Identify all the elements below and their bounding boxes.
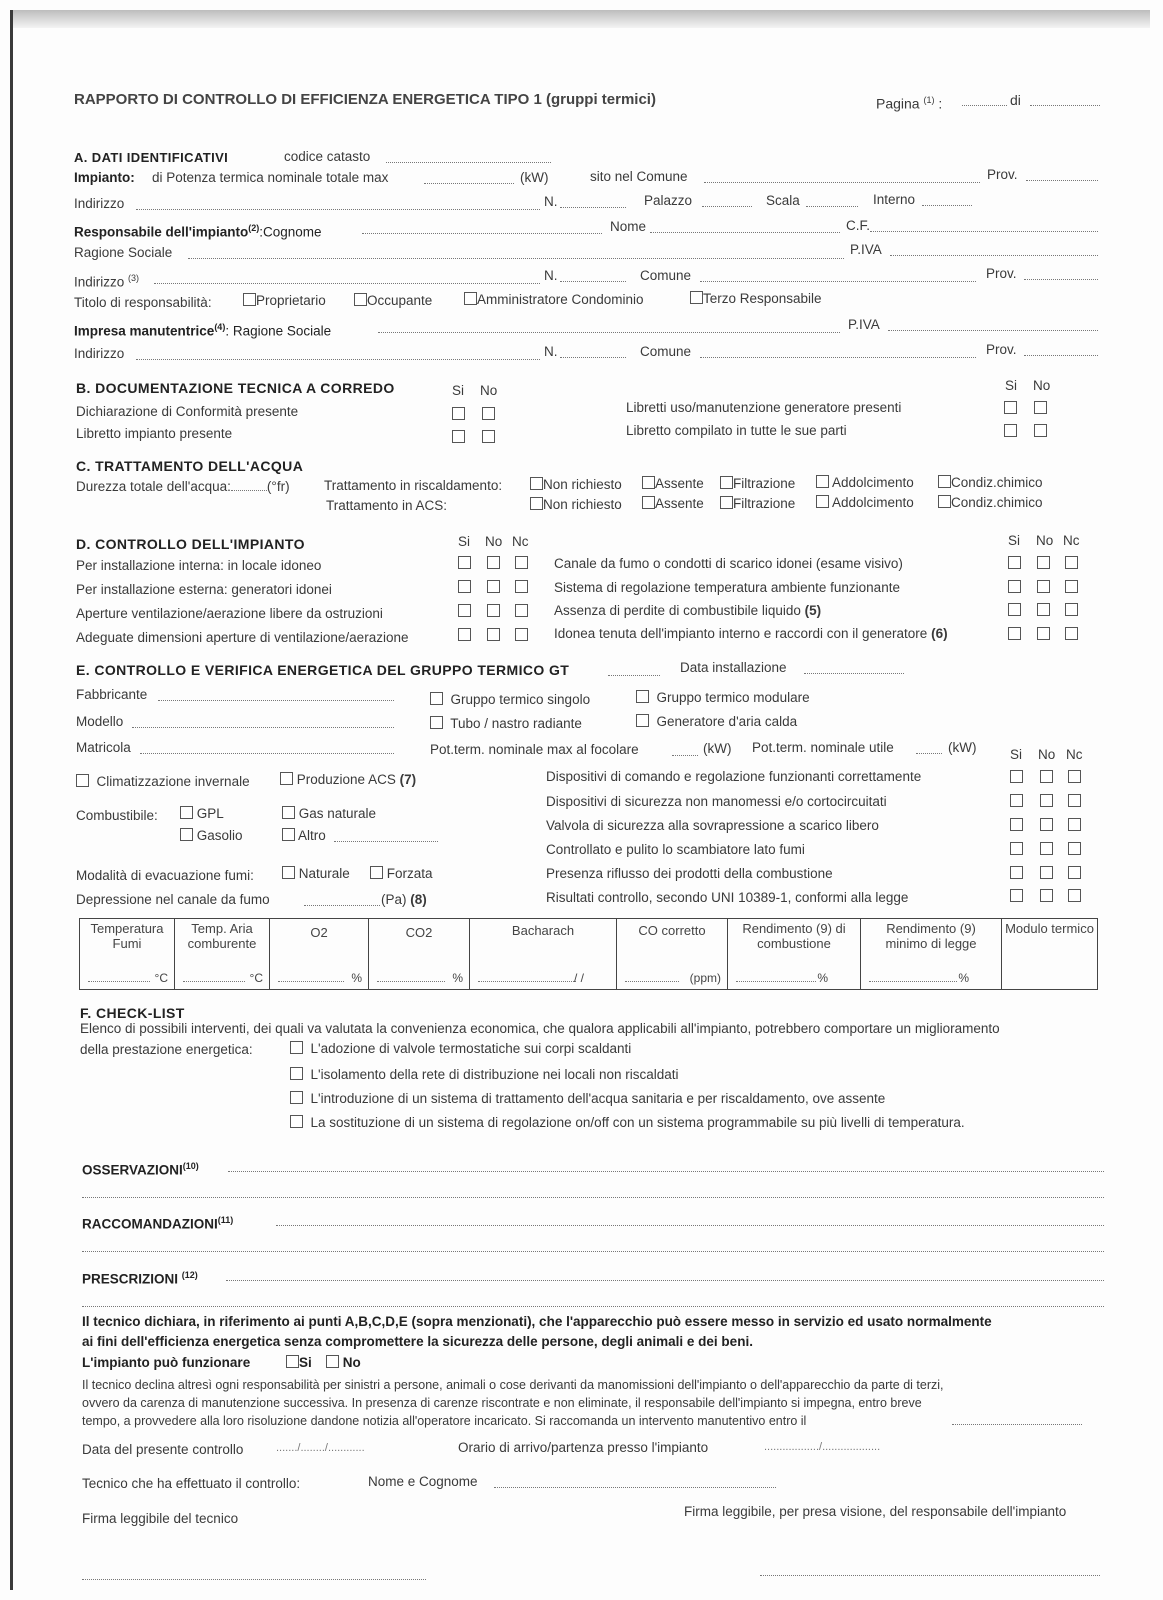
acs-assente[interactable]: Assente — [642, 496, 704, 512]
funziona-no[interactable]: No — [326, 1355, 361, 1371]
firma-responsabile-field[interactable] — [760, 1574, 1100, 1576]
piva-field[interactable] — [890, 254, 1098, 256]
acs-non-richiesto-checkbox[interactable] — [530, 497, 543, 510]
b-libretto-si[interactable] — [452, 430, 465, 443]
potenza-field[interactable] — [424, 182, 514, 184]
d-right-2: Assenza di perdite di combustibile liquido (5) — [554, 603, 822, 618]
risc-filtrazione[interactable]: Filtrazione — [720, 476, 795, 492]
titolo-label: Titolo di responsabilità: — [74, 295, 212, 310]
cf-field[interactable] — [870, 230, 1098, 232]
risc-addolcimento[interactable]: Addolcimento — [816, 475, 914, 491]
forzata-checkbox[interactable] — [370, 866, 383, 879]
b-libretto-no[interactable] — [482, 430, 495, 443]
b-libretto-compilato-si[interactable] — [1004, 424, 1017, 437]
scan-shadow-left — [10, 10, 13, 1590]
matricola-field[interactable] — [140, 752, 394, 754]
proprietario-checkbox[interactable] — [243, 293, 256, 306]
prov-field[interactable] — [1026, 179, 1098, 181]
comune-resp-field[interactable] — [700, 280, 976, 282]
cognome-field[interactable] — [362, 232, 602, 234]
durezza-label: Durezza totale dell'acqua: (°fr) — [76, 479, 290, 494]
b-libretti-uso-si[interactable] — [1004, 401, 1017, 414]
e-nc-header: Nc — [1066, 747, 1083, 762]
palazzo-field[interactable] — [702, 205, 752, 207]
depressione-unit: (Pa) (8) — [381, 892, 427, 907]
e-no-header: No — [1038, 747, 1056, 762]
pot-focolare-label: Pot.term. nominale max al focolare — [430, 742, 639, 757]
prov-label: Prov. — [987, 167, 1018, 182]
e-check-1-no[interactable] — [1040, 794, 1053, 807]
e-check-1: Dispositivi di sicurezza non manomessi e/o cortocircuitati — [546, 794, 887, 809]
d-right-3-si[interactable] — [1008, 627, 1021, 640]
e-check-0-no[interactable] — [1040, 770, 1053, 783]
indirizzo-resp-field[interactable] — [154, 282, 540, 284]
durezza-field[interactable] — [231, 490, 267, 491]
e-check-5: Risultati controllo, secondo UNI 10389-1, conformi alla legge — [546, 890, 909, 905]
b-si-header-right: Si — [1005, 378, 1018, 393]
combustibile-label: Combustibile: — [76, 808, 158, 823]
d-left-1-no[interactable] — [487, 580, 500, 593]
depressione-field[interactable] — [304, 904, 380, 906]
d-right-1-si[interactable] — [1008, 580, 1021, 593]
nome-cognome-label: Nome e Cognome — [368, 1474, 478, 1489]
b-libretti-uso-no[interactable] — [1034, 401, 1047, 414]
orario-field[interactable]: ................../................... — [764, 1441, 881, 1453]
fuel-gasolio[interactable]: Gasolio — [180, 828, 243, 844]
b-si-header: Si — [452, 383, 465, 398]
risc-condiz-checkbox[interactable] — [938, 475, 951, 488]
d-nc-header: Nc — [512, 534, 529, 549]
indirizzo-resp-label: Indirizzo $^{(3)}$ — [74, 273, 140, 290]
impresa-prov-label: Prov. — [986, 342, 1017, 357]
modello-field[interactable] — [132, 726, 394, 728]
ragione-sociale-label: Ragione Sociale — [74, 245, 173, 260]
d-right-1-no[interactable] — [1037, 580, 1050, 593]
d-right-1: Sistema di regolazione temperatura ambiente funzionante — [554, 580, 900, 595]
d-right-3-no[interactable] — [1037, 627, 1050, 640]
prov-resp-label: Prov. — [986, 266, 1017, 281]
page-of-label: di — [1010, 92, 1021, 108]
gpl-checkbox[interactable] — [180, 806, 193, 819]
pot-focolare-field[interactable] — [672, 754, 698, 756]
raccomandazioni-label: RACCOMANDAZIONI$^{(11)}$ — [82, 1215, 234, 1232]
b-libretto-label: Libretto impianto presente — [76, 426, 233, 441]
impresa-piva-label: P.IVA — [848, 317, 880, 332]
gruppo-singolo[interactable]: Gruppo termico singolo — [430, 692, 590, 708]
d-nc-header-right: Nc — [1063, 533, 1080, 548]
d-left-0: Per installazione interna: in locale idoneo — [76, 558, 322, 573]
risc-filtrazione-checkbox[interactable] — [720, 476, 733, 489]
evacuazione-forzata[interactable]: Forzata — [370, 866, 433, 882]
fuel-gpl[interactable]: GPL — [180, 806, 224, 822]
checklist-intro-1: Elenco di possibili interventi, dei quali va valutata la convenienza economica, che qualora applicabili all'impianto, potrebbero comportare un miglioramento — [80, 1021, 1000, 1036]
e-check-0-nc[interactable] — [1068, 770, 1081, 783]
impresa-comune-label: Comune — [640, 344, 692, 359]
d-no-header: No — [485, 534, 503, 549]
e-check-2-si[interactable] — [1010, 818, 1023, 831]
fuel-gas-naturale[interactable]: Gas naturale — [282, 806, 376, 822]
cell-modulo-termico[interactable]: Modulo termico — [1002, 919, 1098, 990]
cell-rendimento-combustione[interactable]: Rendimento (9) di combustione % — [728, 919, 861, 990]
firma-responsabile-label: Firma leggibile, per presa visione, del responsabile dell'impianto — [684, 1504, 1067, 1519]
intervento-entro-field[interactable] — [952, 1423, 1082, 1425]
e-check-0: Dispositivi di comando e regolazione funzionanti correttamente — [546, 769, 922, 784]
data-installazione-field[interactable] — [804, 672, 904, 674]
numero-label: N. — [544, 194, 558, 209]
titolo-terzo[interactable]: Terzo Responsabile — [690, 291, 822, 307]
codice-catasto-field[interactable] — [386, 161, 551, 163]
section-f-title: F. CHECK-LIST — [80, 1005, 185, 1021]
firma-tecnico-label: Firma leggibile del tecnico — [82, 1511, 239, 1526]
produzione-acs-checkbox[interactable] — [280, 772, 293, 785]
acs-addolcimento-checkbox[interactable] — [816, 495, 829, 508]
funziona-no-checkbox[interactable] — [326, 1355, 339, 1368]
acs-non-richiesto[interactable]: Non richiesto — [530, 497, 622, 513]
section-e-title: E. CONTROLLO E VERIFICA ENERGETICA DEL GRUPPO TERMICO GT — [76, 662, 570, 678]
modalita-label: Modalità di evacuazione fumi: — [76, 868, 254, 883]
measurement-table — [79, 918, 1098, 990]
risc-addolcimento-checkbox[interactable] — [816, 475, 829, 488]
b-libretto-compilato-no[interactable] — [1034, 424, 1047, 437]
climatizzazione-invernale[interactable]: Climatizzazione invernale — [76, 774, 250, 790]
acs-assente-checkbox[interactable] — [642, 496, 655, 509]
e-check-5-no[interactable] — [1040, 889, 1053, 902]
section-b-title: B. DOCUMENTAZIONE TECNICA A CORREDO — [76, 380, 395, 396]
declaration-line-2: ai fini dell'efficienza energetica senza compromettere la sicurezza delle persone, degli animali e dei beni. — [82, 1334, 753, 1349]
altro-checkbox[interactable] — [282, 828, 295, 841]
scala-label: Scala — [766, 193, 800, 208]
potenza-label: di Potenza termica nominale totale max — [152, 170, 389, 185]
sito-comune-label: sito nel Comune — [590, 169, 688, 184]
e-check-2: Valvola di sicurezza alla sovrapressione a scarico libero — [546, 818, 879, 833]
page-total-field[interactable] — [1030, 104, 1100, 106]
d-left-3: Adeguate dimensioni aperture di ventilazione/aerazione — [76, 630, 409, 645]
checklist-item-1-checkbox[interactable] — [290, 1067, 303, 1080]
potenza-unit: (kW) — [520, 170, 549, 185]
responsabile-label: Responsabile dell'impianto$^{(2)}$:Cognome — [74, 223, 322, 240]
d-left-1-si[interactable] — [458, 580, 471, 593]
fabbricante-field[interactable] — [158, 699, 394, 701]
d-left-0-no[interactable] — [487, 556, 500, 569]
occupante-checkbox[interactable] — [354, 293, 367, 306]
section-c-title: C. TRATTAMENTO DELL'ACQUA — [76, 458, 304, 474]
tubo-radiante-checkbox[interactable] — [430, 716, 443, 729]
generatore-aria[interactable]: Generatore d'aria calda — [636, 714, 797, 730]
e-check-5-nc[interactable] — [1068, 889, 1081, 902]
d-left-2: Aperture ventilazione/aerazione libere da ostruzioni — [76, 606, 383, 621]
data-controllo-label: Data del presente controllo — [82, 1442, 244, 1457]
fuel-altro[interactable]: Altro — [282, 828, 326, 844]
d-right-3: Idonea tenuta dell'impianto interno e raccordi con il generatore (6) — [554, 626, 948, 641]
climatizzazione-checkbox[interactable] — [76, 774, 89, 787]
impresa-numero-label: N. — [544, 344, 558, 359]
impresa-prov-field[interactable] — [1024, 354, 1098, 356]
naturale-checkbox[interactable] — [282, 866, 295, 879]
d-left-0-nc[interactable] — [515, 556, 528, 569]
nome-cognome-field[interactable] — [494, 1486, 776, 1488]
e-check-4-si[interactable] — [1010, 866, 1023, 879]
report-title: RAPPORTO DI CONTROLLO DI EFFICIENZA ENERGETICA TIPO 1 (gruppi termici) — [74, 91, 656, 108]
checklist-intro-2: della prestazione energetica: — [80, 1042, 253, 1057]
produzione-acs[interactable]: Produzione ACS (7) — [280, 772, 416, 788]
impresa-indirizzo-field[interactable] — [136, 358, 540, 360]
palazzo-label: Palazzo — [644, 193, 693, 208]
d-right-2-si[interactable] — [1008, 603, 1021, 616]
generatore-aria-checkbox[interactable] — [636, 714, 649, 727]
cf-label: C.F. — [846, 218, 871, 233]
acs-condiz-checkbox[interactable] — [938, 495, 951, 508]
matricola-label: Matricola — [76, 740, 131, 755]
funziona-si[interactable]: Si — [286, 1355, 312, 1371]
d-left-0-si[interactable] — [458, 556, 471, 569]
b-dichiarazione-no[interactable] — [482, 407, 495, 420]
b-no-header: No — [480, 383, 498, 398]
risc-non-richiesto-checkbox[interactable] — [530, 477, 543, 490]
e-check-3-si[interactable] — [1010, 842, 1023, 855]
titolo-occupante[interactable]: Occupante — [354, 293, 432, 309]
e-check-0-si[interactable] — [1010, 770, 1023, 783]
amministratore-checkbox[interactable] — [464, 292, 477, 305]
gruppo-modulare-checkbox[interactable] — [636, 690, 649, 703]
acs-filtrazione-checkbox[interactable] — [720, 496, 733, 509]
pot-utile-unit: (kW) — [948, 740, 977, 755]
gruppo-modulare[interactable]: Gruppo termico modulare — [636, 690, 810, 706]
cell-o2[interactable]: O2 % — [270, 919, 369, 990]
trattamento-risc-label: Trattamento in riscaldamento: — [324, 478, 503, 493]
raccomandazioni-field-1[interactable] — [276, 1224, 1104, 1226]
checklist-item-0[interactable]: L'adozione di valvole termostatiche sui corpi scaldanti — [290, 1041, 631, 1057]
codice-catasto-label: codice catasto — [284, 149, 371, 164]
funziona-label: L'impianto può funzionare — [82, 1355, 251, 1370]
raccomandazioni-field-2[interactable] — [82, 1250, 1104, 1252]
e-si-header: Si — [1010, 747, 1023, 762]
acs-addolcimento[interactable]: Addolcimento — [816, 495, 914, 511]
e-check-1-nc[interactable] — [1068, 794, 1081, 807]
impresa-label: Impresa manutentrice$^{(4)}$: Ragione Sociale — [74, 322, 332, 339]
risc-condiz-chimico[interactable]: Condiz.chimico — [938, 475, 1043, 491]
checklist-item-0-checkbox[interactable] — [290, 1041, 303, 1054]
numero-resp-field[interactable] — [560, 280, 626, 282]
fabbricante-label: Fabbricante — [76, 687, 148, 702]
acs-condiz-chimico[interactable]: Condiz.chimico — [938, 495, 1043, 511]
checklist-item-1[interactable]: L'isolamento della rete di distribuzione nei locali non riscaldati — [290, 1067, 679, 1083]
prescrizioni-field-2[interactable] — [82, 1305, 1104, 1307]
pot-focolare-unit: (kW) — [703, 741, 732, 756]
impresa-ragione-field[interactable] — [378, 331, 840, 333]
cell-co2[interactable]: CO2 % — [369, 919, 470, 990]
osservazioni-field-2[interactable] — [82, 1196, 1104, 1198]
scan-shadow-top — [10, 10, 1150, 28]
pot-utile-field[interactable] — [916, 752, 942, 754]
indirizzo-field[interactable] — [136, 208, 540, 210]
disclaimer-line-2: ovvero da carenza di manutenzione successiva. In presenza di carenze riscontrate e non eliminate, il responsabile dell'impianto si impegna, entro breve — [82, 1396, 922, 1410]
cell-temp-aria[interactable]: Temp. Aria comburente °C — [175, 919, 270, 990]
e-check-5-si[interactable] — [1010, 889, 1023, 902]
d-si-header-right: Si — [1008, 533, 1021, 548]
acs-filtrazione[interactable]: Filtrazione — [720, 496, 795, 512]
prescrizioni-field-1[interactable] — [226, 1279, 1104, 1281]
impresa-piva-field[interactable] — [888, 329, 1098, 331]
gasolio-checkbox[interactable] — [180, 828, 193, 841]
firma-tecnico-field[interactable] — [82, 1578, 426, 1580]
section-d-title: D. CONTROLLO DELL'IMPIANTO — [76, 536, 305, 552]
impianto-label: Impianto: — [74, 170, 135, 185]
d-right-2-no[interactable] — [1037, 603, 1050, 616]
piva-label: P.IVA — [850, 242, 882, 257]
page-label: Pagina $^{(1)}$ : — [876, 95, 943, 112]
d-left-1-nc[interactable] — [515, 580, 528, 593]
disclaimer-line-1: Il tecnico declina altresì ogni responsabilità per sinistri a persone, animali o cose derivanti da manomissioni dell'impianto o dell'apparecchio da parte di terzi, — [82, 1378, 944, 1392]
numero-resp-label: N. — [544, 268, 558, 283]
interno-label: Interno — [873, 192, 916, 207]
data-installazione-label: Data installazione — [680, 660, 787, 675]
e-check-1-si[interactable] — [1010, 794, 1023, 807]
d-left-3-no[interactable] — [487, 628, 500, 641]
cell-rendimento-minimo[interactable]: Rendimento (9) minimo di legge % — [861, 919, 1002, 990]
e-check-2-nc[interactable] — [1068, 818, 1081, 831]
section-a-title: A. DATI IDENTIFICATIVI — [74, 150, 229, 165]
trattamento-acs-label: Trattamento in ACS: — [326, 498, 448, 513]
impresa-indirizzo-label: Indirizzo — [74, 346, 125, 361]
altro-field[interactable] — [334, 840, 438, 842]
gruppo-singolo-checkbox[interactable] — [430, 692, 443, 705]
d-right-0-no[interactable] — [1037, 556, 1050, 569]
d-left-1: Per installazione esterna: generatori idonei — [76, 582, 332, 597]
e-check-4-nc[interactable] — [1068, 866, 1081, 879]
sito-comune-field[interactable] — [704, 181, 980, 183]
e-check-3: Controllato e pulito lo scambiatore lato fumi — [546, 842, 805, 857]
checklist-item-3[interactable]: La sostituzione di un sistema di regolazione on/off con un sistema programmabile su più livelli di temperatura. — [290, 1115, 965, 1131]
comune-resp-label: Comune — [640, 268, 692, 283]
orario-label: Orario di arrivo/partenza presso l'impianto — [458, 1440, 709, 1455]
checklist-item-2[interactable]: L'introduzione di un sistema di trattamento dell'acqua sanitaria e per riscaldamento, ove assente — [290, 1091, 885, 1107]
tubo-radiante[interactable]: Tubo / nastro radiante — [430, 716, 582, 732]
d-left-2-no[interactable] — [487, 604, 500, 617]
d-right-2-nc[interactable] — [1065, 603, 1078, 616]
disclaimer-line-3: tempo, a provvedere alla loro risoluzione dandone notizia all'operatore incaricato. Si raccomanda un intervento manutentivo entro il — [82, 1414, 807, 1428]
impresa-numero-field[interactable] — [560, 356, 626, 358]
b-libretti-uso-label: Libretti uso/manutenzione generatore presenti — [626, 400, 902, 415]
evacuazione-naturale[interactable]: Naturale — [282, 866, 350, 882]
depressione-label: Depressione nel canale da fumo — [76, 892, 270, 907]
interno-field[interactable] — [922, 204, 972, 206]
d-si-header: Si — [458, 534, 471, 549]
indirizzo-label: Indirizzo — [74, 196, 125, 211]
tecnico-label: Tecnico che ha effettuato il controllo: — [82, 1476, 301, 1491]
d-left-2-nc[interactable] — [515, 604, 528, 617]
d-right-0-nc[interactable] — [1065, 556, 1078, 569]
d-left-3-nc[interactable] — [515, 628, 528, 641]
titolo-proprietario[interactable]: Proprietario — [243, 293, 326, 309]
terzo-responsabile-checkbox[interactable] — [690, 291, 703, 304]
osservazioni-field-1[interactable] — [228, 1170, 1104, 1172]
b-dichiarazione-label: Dichiarazione di Conformità presente — [76, 404, 299, 419]
pot-utile-label: Pot.term. nominale utile — [752, 740, 894, 755]
d-right-1-nc[interactable] — [1065, 580, 1078, 593]
osservazioni-label: OSSERVAZIONI$^{(10)}$ — [82, 1161, 199, 1178]
risc-non-richiesto[interactable]: Non richiesto — [530, 477, 622, 493]
e-check-2-no[interactable] — [1040, 818, 1053, 831]
numero-field[interactable] — [560, 206, 626, 208]
risc-assente[interactable]: Assente — [642, 476, 704, 492]
prescrizioni-label: PRESCRIZIONI $^{(12)}$ — [82, 1270, 198, 1287]
e-check-4-no[interactable] — [1040, 866, 1053, 879]
ragione-sociale-field[interactable] — [188, 257, 844, 259]
cell-bacharach[interactable]: Bacharach / / — [470, 919, 617, 990]
funziona-si-checkbox[interactable] — [286, 1355, 299, 1368]
b-libretto-compilato-label: Libretto compilato in tutte le sue parti — [626, 423, 847, 438]
gt-number-field[interactable] — [608, 674, 660, 676]
e-check-3-nc[interactable] — [1068, 842, 1081, 855]
risc-assente-checkbox[interactable] — [642, 476, 655, 489]
d-left-2-si[interactable] — [458, 604, 471, 617]
gas-naturale-checkbox[interactable] — [282, 806, 295, 819]
checklist-item-3-checkbox[interactable] — [290, 1115, 303, 1128]
d-right-0-si[interactable] — [1008, 556, 1021, 569]
modello-label: Modello — [76, 714, 124, 729]
nome-field[interactable] — [650, 231, 840, 233]
prov-resp-field[interactable] — [1024, 278, 1098, 280]
checklist-item-2-checkbox[interactable] — [290, 1091, 303, 1104]
e-check-4: Presenza riflusso dei prodotti della combustione — [546, 866, 833, 881]
b-no-header-right: No — [1033, 378, 1051, 393]
d-right-3-nc[interactable] — [1065, 627, 1078, 640]
e-check-3-no[interactable] — [1040, 842, 1053, 855]
page-number-field[interactable] — [962, 104, 1007, 106]
d-left-3-si[interactable] — [458, 628, 471, 641]
scala-field[interactable] — [806, 205, 858, 207]
b-dichiarazione-si[interactable] — [452, 407, 465, 420]
impresa-comune-field[interactable] — [700, 356, 976, 358]
titolo-amministratore[interactable]: Amministratore Condominio — [464, 292, 644, 308]
d-no-header-right: No — [1036, 533, 1054, 548]
cell-temperatura-fumi[interactable]: Temperatura Fumi °C — [80, 919, 175, 990]
nome-label: Nome — [610, 219, 647, 234]
d-right-0: Canale da fumo o condotti di scarico idonei (esame visivo) — [554, 556, 903, 571]
declaration-line-1: Il tecnico dichiara, in riferimento ai punti A,B,C,D,E (sopra menzionati), che l'apparecchio può essere messo in servizio ed usato normalmente — [82, 1314, 992, 1329]
data-controllo-field[interactable]: ......./......../............ — [276, 1442, 365, 1454]
cell-co-corretto[interactable]: CO corretto (ppm) — [617, 919, 728, 990]
